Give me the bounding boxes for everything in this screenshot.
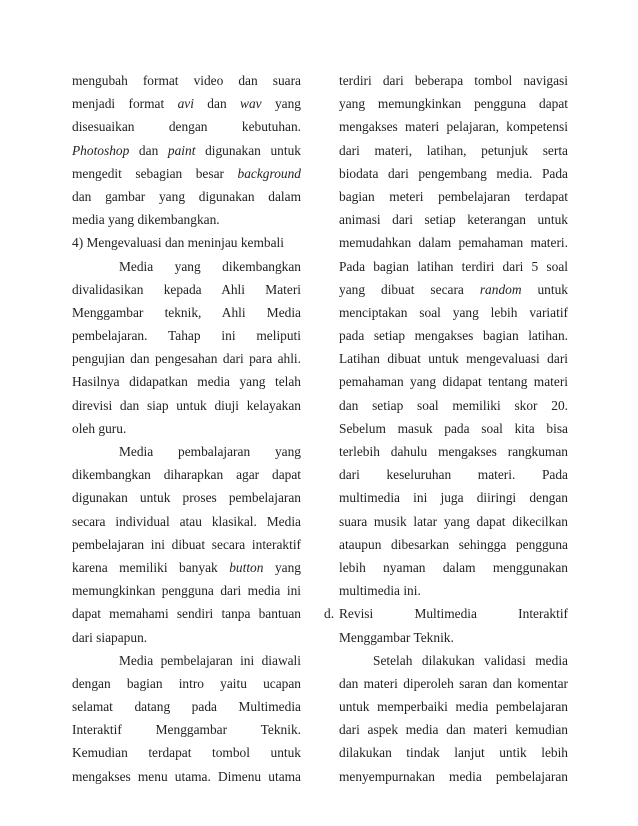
section-title: Revisi Multimedia Interaktif bbox=[339, 606, 568, 622]
text-line: memudahkan dalam pemahaman materi. bbox=[339, 235, 568, 251]
text-line: oleh guru. bbox=[72, 420, 127, 436]
text-line: mengakses materi pelajaran, kompetensi bbox=[339, 119, 568, 135]
text-line: pemahaman yang didapat tentang materi bbox=[339, 374, 568, 390]
text-line: pembelajaran ini dibuat secara interaktif bbox=[72, 536, 301, 552]
text-line: menyempurnakan media pembelajaran bbox=[339, 768, 568, 784]
text-line: dikembangkan diharapkan agar dapat bbox=[72, 467, 301, 483]
text-line: pada setiap mengakses bagian latihan. bbox=[339, 328, 568, 344]
text-line: Kemudian terdapat tombol untuk bbox=[72, 745, 301, 761]
text-line: memungkinkan pengguna dari media ini bbox=[72, 583, 301, 599]
text-line: menciptakan soal yang lebih variatif bbox=[339, 304, 568, 320]
text-line: disesuaikan dengan kebutuhan. bbox=[72, 119, 301, 135]
text-line: Latihan dibuat untuk mengevaluasi dari bbox=[339, 351, 568, 367]
text-line: Media yang dikembangkan bbox=[119, 258, 301, 274]
text-line: dari siapapun. bbox=[72, 629, 148, 645]
text-line: Pada bagian latihan terdiri dari 5 soal bbox=[339, 258, 568, 274]
text-line: mengedit sebagian besar background bbox=[72, 165, 301, 181]
text-line: bagian meteri pembelajaran terdapat bbox=[339, 188, 568, 204]
text-line: Sebelum masuk pada soal kita bisa bbox=[339, 420, 568, 436]
text-line: dengan bagian intro yaitu ucapan bbox=[72, 675, 301, 691]
text-line: pengujian dan pengesahan dari para ahli. bbox=[72, 351, 301, 367]
text-line: untuk memperbaiki media pembelajaran bbox=[339, 699, 568, 715]
text-line: multimedia ini. bbox=[339, 583, 421, 599]
text-line: Media pembelajaran ini diawali bbox=[119, 652, 301, 668]
italic-term: avi bbox=[177, 96, 194, 112]
text-line: karena memiliki banyak button yang bbox=[72, 559, 301, 575]
text-line: Setelah dilakukan validasi media bbox=[373, 652, 568, 668]
text-line: yang dibuat secara random untuk bbox=[339, 281, 568, 297]
italic-term: button bbox=[229, 559, 264, 575]
text-line: lebih nyaman dalam menggunakan bbox=[339, 559, 568, 575]
text-line: dari materi, latihan, petunjuk serta bbox=[339, 142, 568, 158]
right-column bbox=[324, 69, 568, 788]
text-line: animasi dari setiap keterangan untuk bbox=[339, 212, 568, 228]
section-title-continued: Menggambar Teknik. bbox=[339, 629, 454, 645]
italic-term: wav bbox=[240, 96, 262, 112]
text-line: Interaktif Menggambar Teknik. bbox=[72, 722, 301, 738]
italic-term: paint bbox=[167, 142, 196, 158]
italic-term: random bbox=[479, 281, 522, 297]
text-line: pembelajaran. Tahap ini meliputi bbox=[72, 328, 301, 344]
text-line: divalidasikan kepada Ahli Materi bbox=[72, 281, 301, 297]
text-line: mengubah format video dan suara bbox=[72, 73, 301, 88]
text-line: multimedia ini juga diiringi dengan bbox=[339, 490, 568, 506]
left-column bbox=[72, 69, 301, 788]
text-line: biodata dari pengembang media. Pada bbox=[339, 165, 568, 181]
text-line: Media pembalajaran yang bbox=[119, 444, 301, 459]
text-line: Photoshop dan paint digunakan untuk bbox=[72, 142, 301, 158]
text-line: yang memungkinkan pengguna dapat bbox=[339, 96, 568, 112]
text-line: digunakan untuk proses pembelajaran bbox=[72, 490, 301, 506]
text-line: dari aspek media dan materi kemudian bbox=[339, 722, 568, 738]
text-line: terlebih dahulu mengakses rangkuman bbox=[339, 444, 568, 459]
text-line: dan materi diperoleh saran dan komentar bbox=[339, 675, 568, 691]
text-line: mengakses menu utama. Dimenu utama bbox=[72, 768, 301, 784]
text-line: dan setiap soal memiliki skor 20. bbox=[339, 397, 568, 413]
text-line: terdiri dari beberapa tombol navigasi bbox=[339, 73, 568, 88]
section-label: d. bbox=[324, 606, 335, 622]
text-line: dapat memahami sendiri tanpa bantuan bbox=[72, 606, 301, 622]
text-line: ataupun dibesarkan sehingga pengguna bbox=[339, 536, 568, 552]
section-heading bbox=[324, 602, 568, 625]
text-line: Hasilnya didapatkan media yang telah bbox=[72, 374, 301, 390]
text-line: dilakukan tindak lanjut untik lebih bbox=[339, 745, 568, 761]
text-line: dan gambar yang digunakan dalam bbox=[72, 188, 301, 204]
text-line: secara individual atau klasikal. Media bbox=[72, 513, 301, 529]
text-line: media yang dikembangkan. bbox=[72, 212, 220, 228]
subsection-heading: 4) Mengevaluasi dan meninjau kembali bbox=[72, 235, 284, 251]
italic-term: Photoshop bbox=[72, 142, 130, 158]
text-line: selamat datang pada Multimedia bbox=[72, 699, 301, 715]
italic-term: background bbox=[237, 165, 301, 181]
text-line: menjadi format avi dan wav yang bbox=[72, 96, 301, 112]
text-line: direvisi dan siap untuk diuji kelayakan bbox=[72, 397, 301, 413]
text-line: dari keseluruhan materi. Pada bbox=[339, 467, 568, 483]
text-line: Menggambar teknik, Ahli Media bbox=[72, 304, 301, 320]
text-line: suara musik latar yang dapat dikecilkan bbox=[339, 513, 568, 529]
